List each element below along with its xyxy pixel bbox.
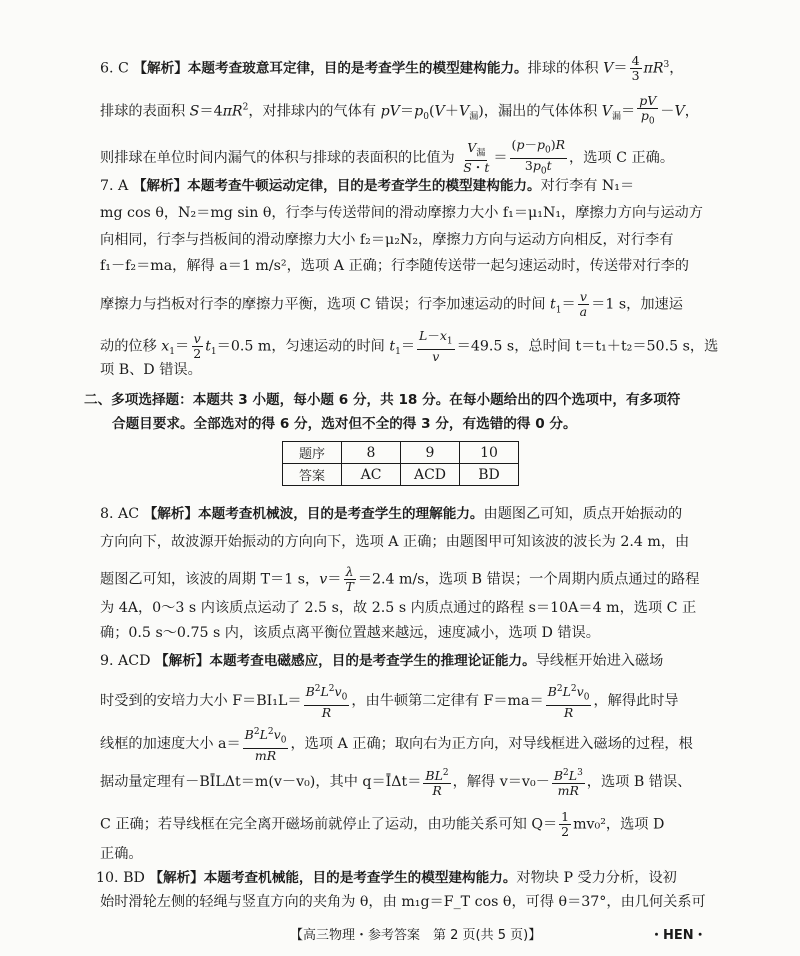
fraction: $\frac{1}{2}$ <box>561 809 570 839</box>
q6-line-3: 则排球在单位时间内漏气的体积与排球的表面积的比值为 $\frac{V_漏}{S・t}$ ＝ $\frac{(p-p_0)R}{3p_0t}$ ，选项 C 正确。 <box>100 137 675 176</box>
q7-line-5: 摩擦力与挡板对行李的摩擦力平衡，选项 C 错误；行李加速运动的时间 $t_1=$ $\frac{v}{a}$ ＝1 s，加速运 <box>100 289 683 319</box>
q6-text-2a: 排球的表面积 <box>100 103 186 120</box>
fraction: $\frac{B^2L^2v_0}{R}$ <box>305 684 348 720</box>
q8-number: 8. AC <box>100 506 140 522</box>
table-cell: 8 <box>342 442 401 464</box>
q9-number: 9. ACD <box>100 653 151 669</box>
q7-line-7: 项 B、D 错误。 <box>100 362 202 378</box>
fraction: $\frac{v}{a}$ <box>579 289 588 319</box>
q10-number: 10. BD <box>96 870 145 886</box>
answer-table <box>282 441 519 486</box>
q9-line-2 <box>100 682 679 720</box>
q6-text-2c: ，漏出的气体体积 <box>483 103 598 120</box>
section2-heading-2: 合题目要求。全部选对的得 6 分，选对但不全的得 3 分，有选错的得 0 分。 <box>112 416 577 432</box>
table-row <box>283 442 519 464</box>
q9-text-3a: 线框的加速度大小 a＝ <box>100 735 241 752</box>
table-label-answer: 答案 <box>283 464 342 486</box>
q6-text-3b: ，选项 C 正确。 <box>569 150 675 166</box>
q9-line-6: 正确。 <box>100 846 143 862</box>
q10-line-2: 始时滑轮左侧的轻绳与竖直方向的夹角为 θ，由 m₁g＝F_T cos θ，可得 θ＝37°，由几何关系可 <box>100 894 706 910</box>
q6-number: 6. C <box>100 60 129 77</box>
q7-line-4: f₁－f₂＝ma，解得 a＝1 m/s²，选项 A 正确；行李随传送带一起匀速运动时，传送带对行李的 <box>100 258 689 274</box>
q6-line-2: 排球的表面积 $S=4\pi R^2$，对排球内的气体有 $pV=p_0(V+V_漏)$，漏出的气体体积 $V_漏=$ $\frac{pV}{p_0}$ －V， <box>100 93 699 127</box>
fraction: $\frac{L-x_1}{v}$ <box>419 328 453 364</box>
table-cell: ACD <box>401 464 460 486</box>
fraction: $\frac{4}{3}$ <box>631 53 640 83</box>
q9-line-1 <box>100 651 663 671</box>
q7-text-5a: 摩擦力与挡板对行李的摩擦力平衡，选项 C 错误；行李加速运动的时间 <box>100 296 546 313</box>
table-cell: BD <box>460 464 519 486</box>
q9-line-3 <box>100 725 693 763</box>
q7-text-5b: ，加速运 <box>626 296 683 313</box>
section2-line-1 <box>84 390 680 410</box>
q7-line-1 <box>100 176 634 196</box>
q10-tag: 【解析】本题考查机械能，目的是考查学生的模型建构能力。 <box>149 870 517 886</box>
table-cell: 10 <box>460 442 519 464</box>
q8-tag: 【解析】本题考查机械波，目的是考查学生的理解能力。 <box>143 506 484 522</box>
q9-text-3b: ，选项 A 正确；取向右为正方向，对导线框进入磁场的过程，根 <box>290 735 693 752</box>
q9-text-4b: ，解得 v＝v₀－ <box>452 774 550 791</box>
q10-text-1: 对物块 P 受力分析，设初 <box>516 870 677 886</box>
q9-text-4c: ，选项 B 错误、 <box>586 774 692 791</box>
fraction: $\frac{\lambda}{T}$ <box>345 564 354 594</box>
table-cell: 9 <box>401 442 460 464</box>
table-cell: AC <box>342 464 401 486</box>
q8-line-3: 题图乙可知，该波的周期 T＝1 s，v＝ $\frac{\lambda}{T}$ ＝2.4 m/s，选项 B 错误；一个周期内质点通过的路程 <box>100 564 700 594</box>
q7-text-1: 对行李有 N₁＝ <box>540 178 635 194</box>
fraction: $\frac{B^2L^2v_0}{R}$ <box>547 684 590 720</box>
section2-heading: 二、多项选择题：本题共 3 小题，每小题 6 分，共 18 分。在每小题给出的四个选项中，有多项符 <box>84 392 681 408</box>
q7-text-6b: ，匀速运动的时间 <box>271 338 385 355</box>
q8-line-5: 确；0.5 s～0.75 s 内，该质点离平衡位置越来越远，速度减小，选项 D 错误。 <box>100 625 600 641</box>
q9-text-5b: mv₀²，选项 D <box>573 816 665 833</box>
q8-text-1: 由题图乙可知，质点开始振动的 <box>483 506 683 522</box>
section2-line-2 <box>112 414 577 434</box>
q9-tag: 【解析】本题考查电磁感应，目的是考查学生的推理论证能力。 <box>155 653 536 669</box>
q9-line-5 <box>100 810 664 839</box>
q6-text-3a: 则排球在单位时间内漏气的体积与排球的表面积的比值为 <box>100 150 455 166</box>
fraction: $\frac{v}{2}$ <box>193 330 202 361</box>
q7-number: 7. A <box>100 178 129 194</box>
q9-text-2c: ，解得此时导 <box>593 692 679 709</box>
fraction: $\frac{BL^2}{R}$ <box>425 768 449 799</box>
q7-line-6: 动的位移 $x_1=$ $\frac{v}{2}$ $t_1=0.5$ m，匀速运动的时间 $t_1=$ $\frac{L-x_1}{v}$ ＝49.5 s，总时间 t＝t₁＋t₂＝50.5 s，选 <box>100 328 719 364</box>
fraction: $\frac{pV}{p_0}$ <box>639 93 657 127</box>
q9-text-2b: ，由牛顿第二定律有 F＝ma＝ <box>351 692 544 709</box>
footer-code: ・HEN・ <box>650 928 707 943</box>
q6-line-1: 6. C 【解析】本题考查玻意耳定律，目的是考查学生的模型建构能力。排球的体积 V＝ $\frac{4}{3}$ $\pi R^3$， <box>100 53 684 83</box>
q9-text-4a: 据动量定理有－BĪLΔt＝m(v－v₀)，其中 q＝ĪΔt＝ <box>100 774 422 791</box>
q6-tag: 【解析】本题考查玻意耳定律，目的是考查学生的模型建构能力。 <box>133 60 528 77</box>
q7-line-2: mg cos θ，N₂＝mg sin θ，行李与传送带间的滑动摩擦力大小 f₁＝μ₁N₁，摩擦力方向与运动方 <box>100 205 703 221</box>
fraction: $\frac{B^2L^3}{mR}$ <box>553 768 583 799</box>
q6-text-1: 排球的体积 <box>527 60 599 77</box>
table-label-number: 题序 <box>283 442 342 464</box>
q7-text-6a: 动的位移 <box>100 338 157 355</box>
fraction: $\frac{(p-p_0)R}{3p_0t}$ <box>511 137 566 176</box>
q7-tag: 【解析】本题考查牛顿运动定律，目的是考查学生的模型建构能力。 <box>132 178 541 194</box>
q8-line-4: 为 4A，0～3 s 内该质点运动了 2.5 s，故 2.5 s 内质点通过的路程 s＝10A＝4 m，选项 C 正 <box>100 600 697 616</box>
page-footer: 【高三物理・参考答案 第 2 页(共 5 页)】 <box>290 928 542 943</box>
q8-text-3b: ＝2.4 m/s，选项 B 错误；一个周期内质点通过的路程 <box>357 571 700 588</box>
q9-line-4 <box>100 766 691 798</box>
q9-text-2a: 时受到的安培力大小 F＝BI₁L＝ <box>100 692 302 709</box>
q6-text-2b: ，对排球内的气体有 <box>248 103 377 120</box>
fraction: $\frac{B^2L^2v_0}{mR}$ <box>244 727 287 763</box>
fraction: $\frac{V_漏}{S・t}$ <box>463 139 490 176</box>
q7-text-6c: ，总时间 t＝t₁＋t₂＝50.5 s，选 <box>514 338 719 355</box>
q8-text-3a: 题图乙可知，该波的周期 T＝1 s， <box>100 571 320 588</box>
q9-text-1: 导线框开始进入磁场 <box>535 653 664 669</box>
table-row <box>283 464 519 486</box>
q7-line-3: 向相同，行李与挡板间的滑动摩擦力大小 f₂＝μ₂N₂，摩擦力方向与运动方向相反，对行李有 <box>100 232 674 248</box>
q8-line-1 <box>100 504 682 524</box>
q9-text-5a: C 正确；若导线框在完全离开磁场前就停止了运动，由功能关系可知 Q＝ <box>100 816 558 833</box>
q10-line-1 <box>96 868 677 888</box>
q8-line-2: 方向向下，故波源开始振动的方向向下，选项 A 正确；由题图甲可知该波的波长为 2.4 m，由 <box>100 534 690 550</box>
